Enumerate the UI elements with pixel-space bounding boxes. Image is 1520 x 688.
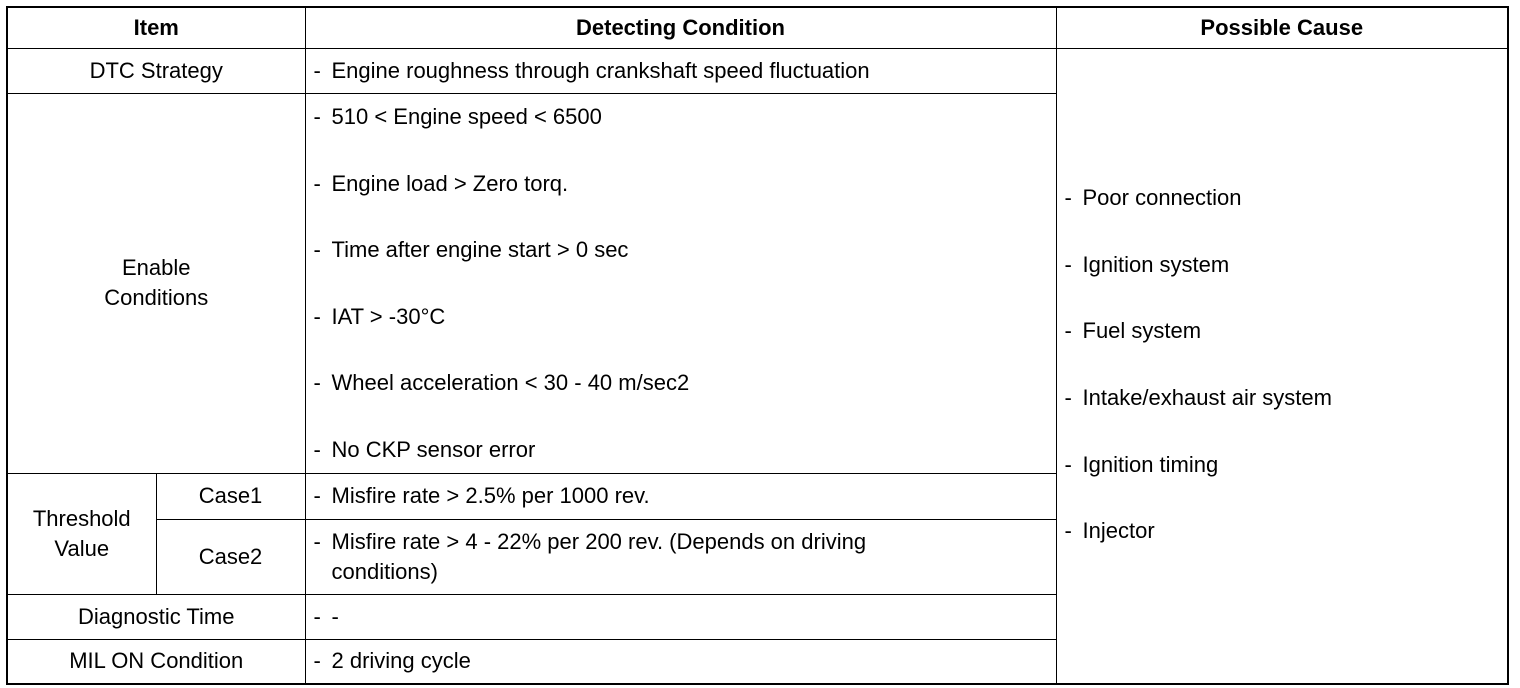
dash-bullet: - bbox=[313, 603, 321, 629]
header-row bbox=[7, 7, 1508, 49]
threshold-label-line2: Value bbox=[54, 535, 110, 561]
dtc-strategy-condition bbox=[305, 49, 1056, 94]
list-item bbox=[314, 56, 1048, 86]
list-item bbox=[314, 302, 1048, 369]
dash-bullet: - bbox=[313, 104, 321, 129]
cause-item bbox=[1065, 450, 1508, 517]
mil-on-condition-value bbox=[305, 639, 1056, 684]
cause-text: Injector bbox=[1082, 518, 1155, 544]
cause-item bbox=[1065, 183, 1508, 250]
cause-item bbox=[1065, 250, 1508, 317]
enable-label-line1: Enable bbox=[121, 255, 191, 281]
dash-bullet: - bbox=[1064, 451, 1072, 477]
diagnostic-time-condition bbox=[305, 594, 1056, 639]
cause-item bbox=[1065, 383, 1508, 450]
cause-item bbox=[1065, 516, 1508, 583]
enable-conditions-cell bbox=[305, 94, 1056, 474]
dash-bullet: - bbox=[1064, 251, 1072, 277]
enable-condition-text: Time after engine start > 0 sec bbox=[331, 237, 629, 262]
case1-label: Case1 bbox=[156, 473, 305, 519]
case2-text: Misfire rate > 4 - 22% per 200 rev. (Depends on driving conditions) bbox=[331, 528, 867, 584]
threshold-value-label bbox=[7, 473, 156, 594]
dash-bullet: - bbox=[313, 370, 321, 395]
header-possible-cause: Possible Cause bbox=[1056, 7, 1508, 49]
header-item: Item bbox=[7, 7, 305, 49]
enable-label-line2: Conditions bbox=[104, 285, 209, 311]
enable-conditions-label bbox=[7, 94, 305, 474]
possible-cause-cell bbox=[1056, 49, 1508, 685]
case1-condition bbox=[305, 473, 1056, 519]
list-item bbox=[314, 646, 1048, 676]
possible-cause-list bbox=[1065, 49, 1508, 583]
dash-bullet: - bbox=[1064, 318, 1072, 344]
enable-condition-text: IAT > -30°C bbox=[331, 303, 446, 329]
enable-condition-text: Wheel acceleration < 30 - 40 m/sec2 bbox=[331, 370, 690, 395]
cause-text: Intake/exhaust air system bbox=[1082, 385, 1332, 411]
dash-bullet: - bbox=[313, 528, 321, 554]
cause-text: Ignition system bbox=[1082, 251, 1230, 277]
list-item bbox=[314, 368, 1048, 435]
list-item bbox=[314, 481, 1048, 511]
enable-conditions-list bbox=[314, 94, 1048, 473]
dash-bullet: - bbox=[1064, 185, 1072, 210]
list-item bbox=[314, 602, 1048, 632]
enable-condition-text: Engine load > Zero torq. bbox=[331, 170, 569, 196]
mil-on-condition-label: MIL ON Condition bbox=[7, 639, 305, 684]
case2-label: Case2 bbox=[156, 519, 305, 594]
list-item bbox=[314, 527, 1048, 587]
diagnostic-time-label: Diagnostic Time bbox=[7, 594, 305, 639]
dash-bullet: - bbox=[313, 483, 321, 508]
dash-bullet: - bbox=[1064, 385, 1072, 411]
header-detecting-condition: Detecting Condition bbox=[305, 7, 1056, 49]
cause-text: Ignition timing bbox=[1082, 451, 1219, 477]
case1-text: Misfire rate > 2.5% per 1000 rev. bbox=[331, 483, 650, 508]
enable-condition-text: No CKP sensor error bbox=[331, 436, 536, 462]
diagnostic-time-text: - bbox=[331, 603, 339, 629]
dtc-strategy-text: Engine roughness through crankshaft speed fluctuation bbox=[331, 58, 870, 83]
dash-bullet: - bbox=[313, 648, 321, 674]
dash-bullet: - bbox=[313, 436, 321, 462]
dash-bullet: - bbox=[313, 170, 321, 196]
cause-text: Fuel system bbox=[1082, 318, 1202, 344]
list-item bbox=[314, 235, 1048, 302]
dash-bullet: - bbox=[313, 58, 321, 83]
enable-condition-text: 510 < Engine speed < 6500 bbox=[331, 104, 602, 129]
cause-item bbox=[1065, 316, 1508, 383]
case2-condition bbox=[305, 519, 1056, 594]
list-item bbox=[314, 102, 1048, 169]
dtc-strategy-label: DTC Strategy bbox=[7, 49, 305, 94]
cause-text: Poor connection bbox=[1082, 185, 1242, 210]
row-dtc-strategy bbox=[7, 49, 1508, 94]
dash-bullet: - bbox=[313, 303, 321, 329]
dash-bullet: - bbox=[1064, 518, 1072, 544]
threshold-label-line1: Threshold bbox=[32, 505, 131, 531]
mil-on-text: 2 driving cycle bbox=[331, 648, 471, 674]
dtc-spec-table bbox=[6, 6, 1509, 685]
dash-bullet: - bbox=[313, 237, 321, 262]
list-item bbox=[314, 435, 1048, 465]
list-item bbox=[314, 169, 1048, 236]
